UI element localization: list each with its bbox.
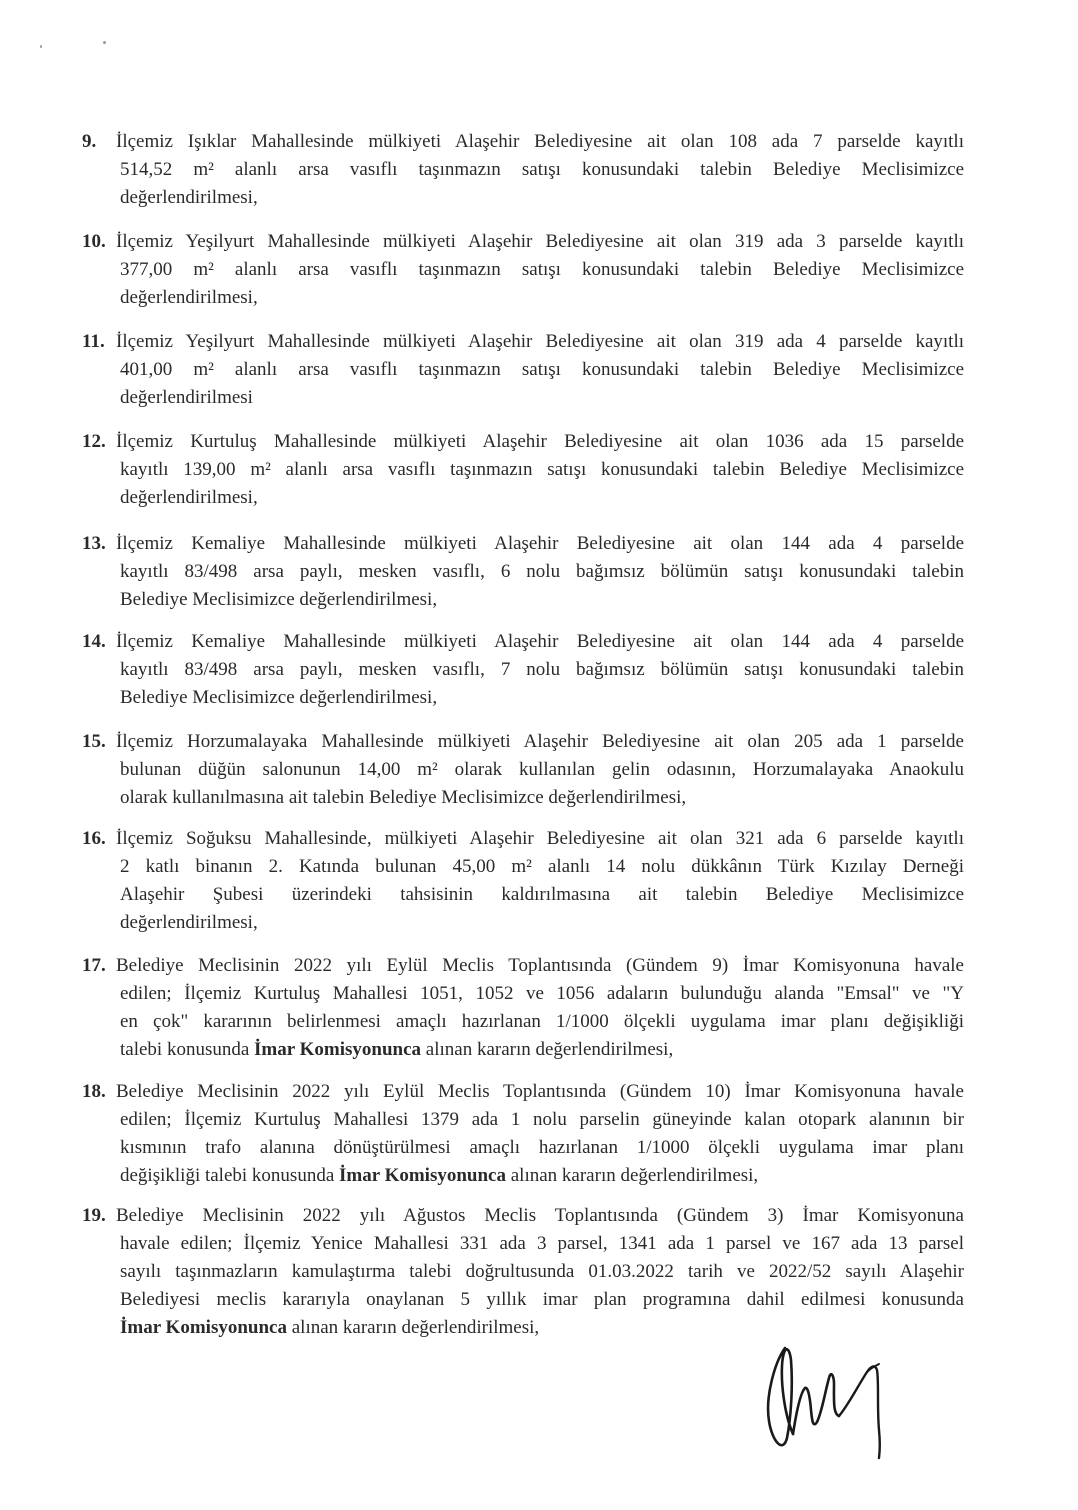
item-text-line: değerlendirilmesi: [120, 387, 253, 408]
item-text-line: İlçemiz Kurtuluş Mahallesinde mülkiyeti Alaşehir Belediyesine ait olan 1036 ada 15 parselde: [116, 431, 964, 452]
item-number: 15.: [82, 731, 106, 752]
item-number: 16.: [82, 828, 106, 849]
item-text-line: kayıtlı 83/498 arsa paylı, mesken vasıflı, 7 nolu bağımsız bölümün satışı konusundaki talebin: [120, 659, 964, 680]
agenda-item-11: [82, 328, 964, 412]
item-text-line-mixed: [120, 1036, 673, 1064]
item-number: 17.: [82, 955, 106, 976]
item-text-line: değerlendirilmesi,: [120, 912, 258, 933]
agenda-item-9: [82, 128, 964, 212]
commission-name-bold: İmar Komisyonunca: [120, 1317, 287, 1338]
item-text-line: bulunan düğün salonunun 14,00 m² olarak kullanılan gelin odasının, Horzumalayaka Anaokulu: [120, 759, 964, 780]
item-text-line-mixed: [120, 1314, 539, 1342]
item-number: 19.: [82, 1205, 106, 1226]
agenda-item-16: [82, 825, 964, 937]
item-text-line: değerlendirilmesi,: [120, 287, 258, 308]
agenda-item-19: [82, 1202, 964, 1342]
item-text-segment: alınan kararın değerlendirilmesi,: [425, 1039, 674, 1060]
item-text-line: en çok" kararının belirlenmesi amaçlı hazırlanan 1/1000 ölçekli uygulama imar planı değişikliği: [120, 1011, 964, 1032]
agenda-item-10: [82, 228, 964, 312]
item-text-line: 401,00 m² alanlı arsa vasıflı taşınmazın satışı konusundaki talebin Belediye Meclisimizce: [120, 359, 964, 380]
item-text-line: Belediyesi meclis kararıyla onaylanan 5 yıllık imar plan programına dahil edilmesi konusunda: [120, 1289, 964, 1310]
item-text-line: olarak kullanılmasına ait talebin Belediye Meclisimizce değerlendirilmesi,: [120, 787, 687, 808]
item-text-line: edilen; İlçemiz Kurtuluş Mahallesi 1379 ada 1 nolu parselin güneyinde kalan otopark alanının bir: [120, 1109, 964, 1130]
item-text-line: 377,00 m² alanlı arsa vasıflı taşınmazın satışı konusundaki talebin Belediye Meclisimizce: [120, 259, 964, 280]
item-number: 13.: [82, 533, 106, 554]
item-text-line: sayılı taşınmazların kamulaştırma talebi doğrultusunda 01.03.2022 tarih ve 2022/52 sayılı Alaşehir: [120, 1261, 964, 1282]
item-number: 9.: [82, 131, 97, 152]
item-text-line: Belediye Meclisinin 2022 yılı Eylül Meclis Toplantısında (Gündem 9) İmar Komisyonuna havale: [116, 955, 964, 976]
item-text-line: İlçemiz Yeşilyurt Mahallesinde mülkiyeti Alaşehir Belediyesine ait olan 319 ada 4 parselde kayıtlı: [116, 331, 964, 352]
agenda-item-18: [82, 1078, 964, 1190]
item-text-line: İlçemiz Işıklar Mahallesinde mülkiyeti Alaşehir Belediyesine ait olan 108 ada 7 parselde kayıtlı: [116, 131, 964, 152]
handwritten-signature: [755, 1326, 895, 1464]
item-number: 11.: [82, 331, 105, 352]
item-text-line: Belediye Meclisimizce değerlendirilmesi,: [120, 589, 438, 610]
item-text-line: İlçemiz Kemaliye Mahallesinde mülkiyeti Alaşehir Belediyesine ait olan 144 ada 4 parselde: [116, 533, 964, 554]
item-number: 12.: [82, 431, 106, 452]
item-text-line: 514,52 m² alanlı arsa vasıflı taşınmazın satışı konusundaki talebin Belediye Meclisimizce: [120, 159, 964, 180]
item-text-line: İlçemiz Yeşilyurt Mahallesinde mülkiyeti Alaşehir Belediyesine ait olan 319 ada 3 parselde kayıtlı: [116, 231, 964, 252]
item-text-line: edilen; İlçemiz Kurtuluş Mahallesi 1051, 1052 ve 1056 adaların bulunduğu alanda "Emsal" ve "Y: [120, 983, 964, 1004]
item-text-line: havale edilen; İlçemiz Yenice Mahallesi 331 ada 3 parsel, 1341 ada 1 parsel ve 167 ada 13 parsel: [120, 1233, 964, 1254]
item-number: 10.: [82, 231, 106, 252]
item-text-segment: alınan kararın değerlendirilmesi,: [291, 1317, 540, 1338]
item-text-line: değerlendirilmesi,: [120, 487, 258, 508]
item-text-line-mixed: [120, 1162, 758, 1190]
item-text-line: İlçemiz Horzumalayaka Mahallesinde mülkiyeti Alaşehir Belediyesine ait olan 205 ada 1 parselde: [116, 731, 964, 752]
item-text-line: Alaşehir Şubesi üzerindeki tahsisinin kaldırılmasına ait talebin Belediye Meclisimizce: [120, 884, 964, 905]
agenda-item-14: [82, 628, 964, 712]
scan-speck: [40, 45, 42, 48]
item-text-segment: alınan kararın değerlendirilmesi,: [510, 1165, 759, 1186]
agenda-item-13: [82, 530, 964, 614]
item-number: 14.: [82, 631, 106, 652]
item-text-segment: talebi konusunda: [120, 1039, 250, 1060]
item-text-line: Belediye Meclisinin 2022 yılı Eylül Meclis Toplantısında (Gündem 10) İmar Komisyonuna havale: [116, 1081, 964, 1102]
item-text-line: kısmının trafo alanına dönüştürülmesi amaçlı hazırlanan 1/1000 ölçekli uygulama imar planı: [120, 1137, 964, 1158]
item-number: 18.: [82, 1081, 106, 1102]
scan-speck: [103, 41, 106, 44]
agenda-item-15: [82, 728, 964, 812]
agenda-item-12: [82, 428, 964, 512]
item-text-segment: değişikliği talebi konusunda: [120, 1165, 335, 1186]
item-text-line: Belediye Meclisimizce değerlendirilmesi,: [120, 687, 438, 708]
item-text-line: İlçemiz Soğuksu Mahallesinde, mülkiyeti Alaşehir Belediyesine ait olan 321 ada 6 parselde kayıtlı: [116, 828, 964, 849]
commission-name-bold: İmar Komisyonunca: [254, 1039, 422, 1060]
item-text-line: 2 katlı binanın 2. Katında bulunan 45,00 m² alanlı 14 nolu dükkânın Türk Kızılay Derneği: [120, 856, 964, 877]
item-text-line: kayıtlı 83/498 arsa paylı, mesken vasıflı, 6 nolu bağımsız bölümün satışı konusundaki talebin: [120, 561, 964, 582]
item-text-line: İlçemiz Kemaliye Mahallesinde mülkiyeti Alaşehir Belediyesine ait olan 144 ada 4 parselde: [116, 631, 964, 652]
commission-name-bold: İmar Komisyonunca: [339, 1165, 506, 1186]
agenda-item-17: [82, 952, 964, 1064]
item-text-line: kayıtlı 139,00 m² alanlı arsa vasıflı taşınmazın satışı konusundaki talebin Belediye Meclisimizce: [120, 459, 964, 480]
item-text-line: değerlendirilmesi,: [120, 187, 258, 208]
item-text-line: Belediye Meclisinin 2022 yılı Ağustos Meclis Toplantısında (Gündem 3) İmar Komisyonuna: [116, 1205, 964, 1226]
